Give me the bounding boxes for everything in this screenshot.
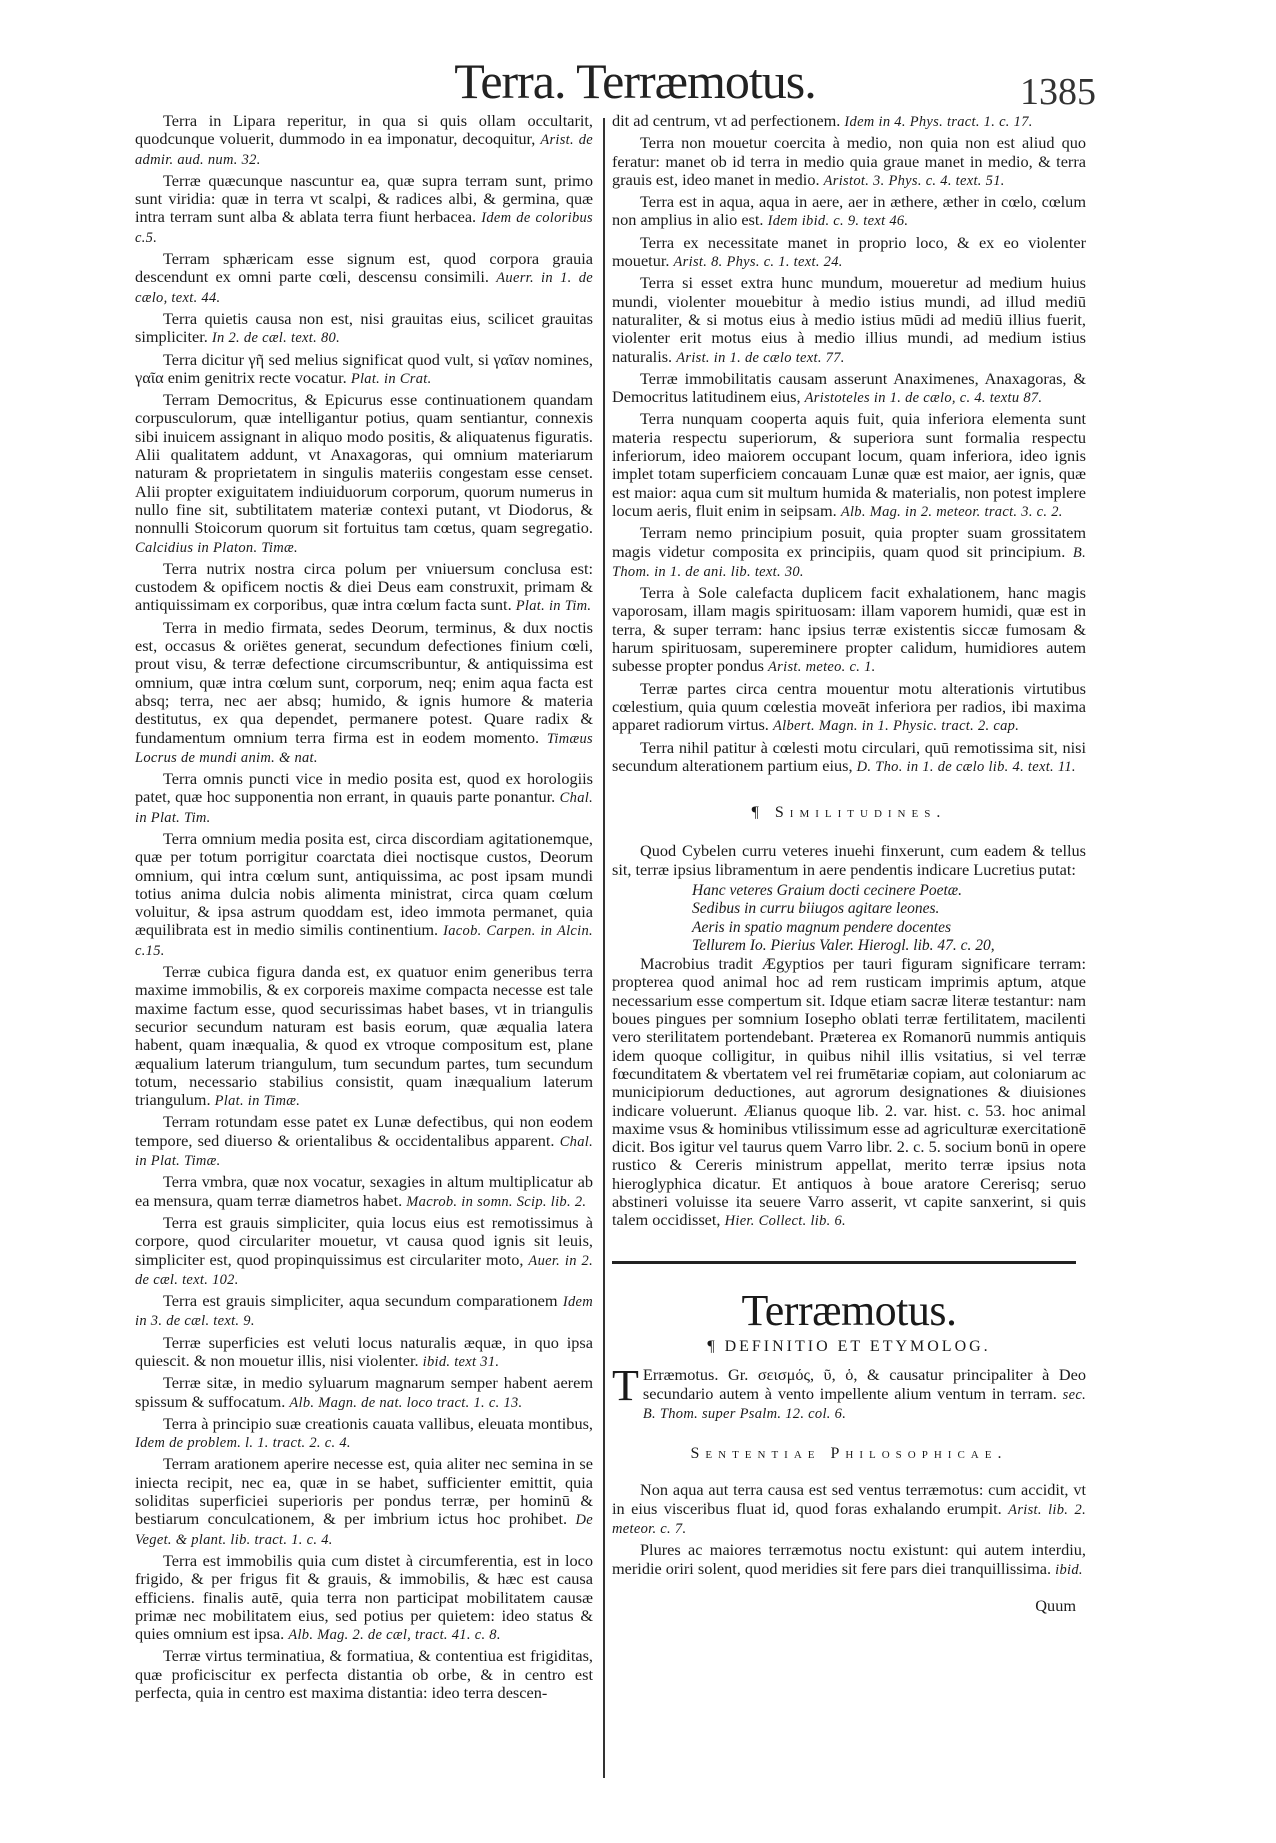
paragraph bbox=[135, 1415, 593, 1453]
right-column bbox=[612, 112, 1086, 1615]
paragraph-text: Terra est grauis simpliciter, aqua secundum comparationem bbox=[163, 1291, 558, 1311]
paragraph-text: Terræ immobilitatis causam asserunt Anaximenes, Anaxagoras, & Democritus latitudinem eius, bbox=[612, 368, 1086, 407]
terraemotus-heading: Terræmotus. bbox=[741, 1285, 957, 1335]
citation: Idem in 3. de cæl. text. 9. bbox=[135, 1294, 594, 1330]
paragraph-text: Terra si esset extra hunc mundum, moueretur ad medium huius mundi, violenter mouebitur à medio istius mundi, ad illud mediū naturaliter, & si motus eius à medio istius mūdi ad mediū illius fuerit, violenter erit motus eius à medio illius mundi, ad medium istius naturalis. bbox=[612, 273, 1086, 366]
paragraph-text: Macrobius tradit Ægyptios per tauri figuram significare terram: propterea quod animal hoc ad rem rusticam imprimis aptum, atque necessarium esse compertum sit. Idque etiam sacræ literæ testantur: nam boues pingues per somnium Iosepho oblati terræ fertilitatem, macilenti vero sterilitatem portendebant. Præterea ex Romanorū nummis antiquis idem quoque colligitur, in quibus nihil illis vsitatius, si vel terræ fœcunditatem & vbertatem vel rei frumētariæ copiam, aut coloniarum ac municipiorum deductiones, aut agrorum designationes & diuisiones indicare voluerunt. Ælianus quoque lib. 2. var. hist. c. 53. hoc animal maxime vsus & hominibus vtilissimum esse ad agriculturæ exercitationē dicit. Bos igitur vel taurus quem Varro libr. 2. c. 5. socium bonū in opere rustico & Cereris ministrum appellat, merito terræ ipsius nota hieroglyphica dicatur. Et antiquos à boue aratore Cererisq; seruo abstineri voluisse ita seuere Varro asserit, vt capite sanxerint, si quis talem occidisset, bbox=[612, 954, 1086, 1230]
paragraph bbox=[135, 1214, 593, 1289]
paragraph-text: Terra nunquam cooperta aquis fuit, quia inferiora elementa sunt materia respectu superiorum, & superiora sunt formalia respectu inferiorum, ideo maiorem occupant locum, quam inferiora, ideo ignis implet totam superficiem concauam Lunæ quæ est maior, aer ignis, quæ est maior: aqua cum sit multum humida & materialis, non potest implere locum aeris, fluit enim in seipsam. bbox=[612, 409, 1086, 520]
citation: Arist. 8. Phys. c. 1. text. 24. bbox=[673, 254, 843, 271]
paragraph bbox=[135, 619, 593, 767]
paragraph-text: Terræ sitæ, in medio syluarum magnarum semper habent aerem spissum & suffocatum. bbox=[135, 1373, 593, 1411]
paragraph bbox=[135, 770, 593, 827]
citation: Plat. in Timæ. bbox=[214, 1093, 301, 1110]
citation: Idem de problem. l. 1. tract. 2. c. 4. bbox=[135, 1435, 351, 1452]
citation: Albert. Magn. in 1. Physic. tract. 2. cap. bbox=[772, 718, 1020, 735]
citation: Aristoteles in 1. de cælo, c. 4. textu 87. bbox=[804, 390, 1043, 407]
paragraph-text: Terræ superficies est veluti locus naturalis æquæ, in quo ipsa quiescit. & non mouetur illis, nisi violenter. bbox=[135, 1332, 593, 1370]
citation: D. Tho. in 1. de cælo lib. 4. text. 11. bbox=[856, 758, 1076, 775]
paragraph bbox=[612, 274, 1086, 366]
citation: B. Thom. in 1. de ani. lib. text. 30. bbox=[612, 544, 1087, 580]
paragraph-text: Terram Democritus, & Epicurus esse continuationem quandam corpusculorum, quæ intelligantur potius, quam sentiantur, connexis sibi inuicem assignant in aliquo modo positis, & aliquatenus figuratis. Alii qualitatem addunt, vt Anaxagoras, qui omnium materiarum naturam & proprietatem in singulis materiis congestam esse censet. Alii propter exiguitatem indiuiduorum corporum, quorum numerus in nullo fine sit, subtilitatem materiæ contexi putant, vt Diodorus, & nonnulli Stoicorum quorum sit fortuitus tam cœtus, quam segregatio. bbox=[135, 390, 593, 538]
citation: Arist. in 1. de cælo text. 77. bbox=[676, 349, 845, 366]
verse-line: Hanc veteres Graium docti cecinere Poetæ. bbox=[692, 881, 963, 899]
citation: sec. B. Thom. super Psalm. 12. col. 6. bbox=[642, 1386, 1086, 1422]
paragraph bbox=[135, 1113, 593, 1170]
paragraph bbox=[612, 584, 1086, 676]
paragraph bbox=[612, 1481, 1086, 1538]
verse-line: Aeris in spatio magnum pendere docentes bbox=[692, 918, 952, 936]
macrobius-paragraph bbox=[612, 955, 1086, 1230]
paragraph-text: Terra nutrix nostra circa polum per vniuersum conclusa est: custodem & opificem noctis & diei Deus eam construxit, primam & antiquissimam ex corporibus, quæ intra cœlum facta sunt. bbox=[135, 558, 593, 615]
paragraph bbox=[612, 680, 1086, 736]
verse-line: Sedibus in curru biiugos agitare leones. bbox=[692, 900, 940, 918]
paragraph bbox=[135, 1173, 593, 1211]
citation: Macrob. in somn. Scip. lib. 2. bbox=[406, 1193, 587, 1210]
paragraph bbox=[612, 410, 1086, 521]
paragraph bbox=[612, 134, 1086, 190]
left-column bbox=[135, 112, 593, 1705]
paragraph-text: dit ad centrum, vt ad perfectionem. bbox=[612, 111, 841, 130]
verse-line: Tellurem Io. Pierius Valer. Hierogl. lib. 47. c. 20, bbox=[692, 936, 995, 954]
drop-cap: T bbox=[612, 1361, 639, 1411]
citation: Idem de coloribus c.5. bbox=[135, 210, 593, 246]
definitio-paragraph bbox=[612, 1361, 1086, 1423]
paragraph bbox=[612, 524, 1086, 581]
paragraph-text: Erræmotus. Gr. σεισμός, ῦ, ὁ, & causatur principaliter à Deo secundario autem à vento impellente alium ventum in terram. bbox=[642, 1365, 1086, 1403]
paragraph bbox=[135, 963, 593, 1110]
section-rule bbox=[612, 1261, 1076, 1264]
citation: Auerr. in 1. de cælo, text. 44. bbox=[135, 270, 593, 306]
similitudines-intro: Quod Cybelen curru veteres inuehi finxerunt, cum eadem & tellus sit, terræ ipsius libramentum in aere pendentis indicare Lucretius putat: bbox=[612, 841, 1086, 879]
paragraph-text: Terra à principio suæ creationis cauata vallibus, eleuata montibus, bbox=[163, 1413, 593, 1433]
paragraph bbox=[135, 1292, 593, 1331]
paragraph-text: Terra est immobilis quia cum distet à circumferentia, est in loco frigido, & per frigus fit & grauis, & immobilis, & hæc est causa efficiens. finalis autē, quia terra non participat mobilitatem causæ primæ nec mobilitatem eius, sed potius per quietem: ideo status & quies omnium est ipsa. bbox=[135, 1550, 593, 1644]
paragraph-text: Terra non mouetur coercita à medio, non quia non est aliud quo feratur: manet ob id terra in medio quia graue manet in medio, & terra grauis est, ideo manet in medio. bbox=[612, 133, 1086, 189]
citation: Alb. Mag. 2. de cæl, tract. 41. c. 8. bbox=[288, 1627, 501, 1644]
paragraph bbox=[612, 193, 1086, 231]
citation: Idem ibid. c. 9. text 46. bbox=[767, 213, 909, 230]
paragraph bbox=[612, 234, 1086, 272]
paragraph bbox=[135, 172, 593, 247]
citation: Alb. Mag. in 2. meteor. tract. 3. c. 2. bbox=[840, 503, 1063, 520]
paragraph-text: Terra ex necessitate manet in proprio loco, & ex eo violenter mouetur. bbox=[612, 232, 1086, 271]
right-paragraphs bbox=[612, 134, 1086, 776]
paragraph-text: Terra nihil patitur à cœlesti motu circulari, quū remotissima sit, nisi secundum alterationem partium eius, bbox=[612, 737, 1086, 775]
paragraph bbox=[612, 739, 1086, 777]
citation: De Veget. & plant. lib. tract. 1. c. 4. bbox=[135, 1512, 594, 1548]
paragraph-text: Terra in medio firmata, sedes Deorum, terminus, & dux noctis est, occasus & oriëtes generat, secundum defectiones finium cœli, prout visu, & terræ defectione circumscribuntur, & antiquissima est omnium, quæ intra cœlum sunt, corporum, neq; enim aqua facta est absq; terra, nec aer absq; humido, & ignis humore & materia destitutus, ex qua dependet, permanere potest. Quare radix & fundamentum omnium terra firma est in eodem momento. bbox=[135, 617, 593, 747]
paragraph bbox=[135, 830, 593, 960]
citation: Aristot. 3. Phys. c. 4. text. 51. bbox=[823, 172, 1005, 189]
citation: Arist. lib. 2. meteor. c. 7. bbox=[612, 1501, 1086, 1537]
paragraph-text: Terram arationem aperire necesse est, quia aliter nec semina in se iniecta recipit, nec ea, quæ in se habet, sufficienter emittit, quia soliditas superficiei superioris per pondus terræ, per hominū & bestiarum conculcationem, & per imbrium ictus hoc prohibet. bbox=[135, 1454, 593, 1529]
paragraph-text: Terræ partes circa centra mouentur motu alterationis virtutibus cœlestium, quia quum cœlestia moveāt inferiora per radios, ibi maxima apparet radiorum virtus. bbox=[612, 678, 1086, 735]
citation: Idem in 4. Phys. tract. 1. c. 17. bbox=[844, 114, 1033, 130]
paragraph bbox=[135, 310, 593, 348]
citation: Auer. in 2. de cæl. text. 102. bbox=[135, 1252, 593, 1288]
similitudines-heading: ¶ Similitudines. bbox=[751, 804, 947, 822]
citation: Plat. in Tim. bbox=[515, 598, 592, 615]
paragraph-text: Terræ cubica figura danda est, ex quatuor enim generibus terra maxime immobilis, & ex corporeis maxime compacta necesse est tale maxime factum esse, quod securissimas habet bases, vt in triangulis securior secundum naturam est basis eorum, quæ æqualia latera habent, quam inæqualia, & quod ex vtroque compositum est, plane æqualium laterum triangulum, tum secundum partes, tum secundum totum, necessario stabilius consistit, quam inæqualium laterum triangulum. bbox=[135, 962, 593, 1110]
paragraph bbox=[612, 1541, 1086, 1579]
paragraph bbox=[135, 1374, 593, 1412]
paragraph bbox=[135, 1334, 593, 1372]
paragraph-text: Terra vmbra, quæ nox vocatur, sexagies in altum multiplicatur ab ea mensura, quam terræ diametros habet. bbox=[135, 1172, 593, 1210]
paragraph bbox=[135, 1455, 593, 1548]
paragraph bbox=[135, 560, 593, 616]
paragraph-text: Plures ac maiores terræmotus noctu existunt: qui autem interdiu, meridie oriri solent, quod meridies sit fere pars diei tranquillissima. bbox=[612, 1540, 1086, 1578]
page-number: 1385 bbox=[1020, 71, 1096, 113]
citation: Iacob. Carpen. in Alcin. c.15. bbox=[135, 923, 593, 959]
citation: Alb. Magn. de nat. loco tract. 1. c. 13. bbox=[289, 1394, 523, 1411]
paragraph-text: Terræ quæcunque nascuntur ea, quæ supra terram sunt, primo sunt viridia: quæ in terra vt scalpi, & radices albi, & germina, quæ intra terram sunt alba & ablata terra fiunt herbacea. bbox=[135, 170, 593, 227]
sententiae-paragraphs bbox=[612, 1481, 1086, 1578]
catchword: Quum bbox=[1035, 1595, 1076, 1615]
definitio-heading: ¶ DEFINITIO ET ETYMOLOG. bbox=[707, 1337, 991, 1355]
paragraph bbox=[135, 351, 593, 389]
paragraph bbox=[612, 370, 1086, 408]
paragraph-text: Terra in Lipara reperitur, in qua si quis ollam occultarit, quodcunque voluerit, dummodo in ea imponatur, decoquitur, bbox=[135, 111, 593, 149]
citation: In 2. de cæl. text. 80. bbox=[211, 330, 340, 347]
paragraph bbox=[135, 250, 593, 307]
sententiae-heading: Sententiae Philosophicae. bbox=[690, 1445, 1008, 1463]
paragraph-text: Terram sphæricam esse signum est, quod corpora grauia descendunt ex omni parte cœli, descensu consimili. bbox=[135, 249, 593, 287]
running-title: Terra. Terræmotus. bbox=[454, 53, 816, 109]
column-divider bbox=[603, 118, 605, 1778]
paragraph bbox=[135, 1647, 593, 1702]
citation: Plat. in Crat. bbox=[350, 370, 432, 387]
citation: Arist. meteo. c. 1. bbox=[768, 659, 876, 676]
paragraph-text: Terra omnium media posita est, circa discordiam agitationemque, quæ per totum porrigitur coarctata diei noctisque custos, Deorum omnium, qui intra cœlum sunt, antiquissima, ac post ipsam mundi totius anima dulcia nobis alimenta ministrat, circa quam cœlum voluitur, & ipsa astrum quoddam est, ideo immota permanet, quia æquilibrata est in medio similis continentium. bbox=[135, 828, 593, 940]
paragraph-text: Terra omnis puncti vice in medio posita est, quod ex horologiis patet, quæ hoc supponentia non errant, in quauis parte ponantur. bbox=[135, 769, 593, 807]
citation: Chal. in Plat. Timæ. bbox=[135, 1133, 594, 1170]
paragraph-text: Terra est grauis simpliciter, quia locus eius est remotissimus à corpore, quod circulariter mouetur, vt causa quod ignis sit leuis, simpliciter est, quod propinquissimus est circulariter moto, bbox=[135, 1212, 593, 1269]
citation: ibid. text 31. bbox=[422, 1354, 500, 1370]
citation: Arist. de admir. aud. num. 32. bbox=[135, 132, 594, 168]
citation: Calcidius in Platon. Timæ. bbox=[135, 539, 298, 556]
verse-quote bbox=[612, 882, 1086, 955]
paragraph bbox=[135, 1552, 593, 1644]
paragraph-text: Terram rotundam esse patet ex Lunæ defectibus, qui non eodem tempore, sed diuerso & orientalibus & occidentalibus apparent. bbox=[135, 1112, 593, 1150]
citation: ibid. bbox=[1055, 1561, 1083, 1578]
paragraph-text: Terra quietis causa non est, nisi grauitas eius, scilicet grauitas simpliciter. bbox=[135, 308, 593, 347]
paragraph-text: Terræ virtus terminatiua, & formatiua, & contentiua est frigiditas, quæ proficiscitur ex perfecta distantia ob orbe, & in centro est perfecta, quia in centro est maxima distantia: ideo terra descen- bbox=[135, 1646, 593, 1703]
paragraph bbox=[135, 391, 593, 557]
citation: Chal. in Plat. Tim. bbox=[135, 790, 593, 826]
citation: Hier. Collect. lib. 6. bbox=[724, 1213, 846, 1230]
continuation-paragraph bbox=[612, 112, 1086, 131]
paragraph-text: Terra dicitur γῆ sed melius significat quod vult, si γαῖαν nomines, γαῖα enim genitrix recte vocatur. bbox=[135, 349, 593, 387]
paragraph-text: Terra est in aqua, aqua in aere, aer in æthere, æther in cœlo, cœlum non amplius in alio est. bbox=[612, 192, 1086, 230]
paragraph-text: Terram nemo principium posuit, quia propter suam grossitatem magis videtur composita ex principiis, quam quod sit principium. bbox=[612, 523, 1086, 561]
paragraph bbox=[135, 112, 593, 169]
paragraph-text: Terra à Sole calefacta duplicem facit exhalationem, hanc magis vaporosam, illam magis spirituosam: illam vaporem humidi, quæ est in terra, & super terram: hanc ipsius terræ existentis siccæ fumosam & harum spirituosam, supereminere propter calidum, humidiores autem subesse propter pondus bbox=[612, 583, 1086, 676]
citation: Timæus Locrus de mundi anim. & nat. bbox=[135, 730, 593, 766]
paragraph-text: Non aqua aut terra causa est sed ventus terræmotus: cum accidit, vt in eius visceribus fluat id, quod foras exhalando erumpit. bbox=[612, 1480, 1086, 1518]
